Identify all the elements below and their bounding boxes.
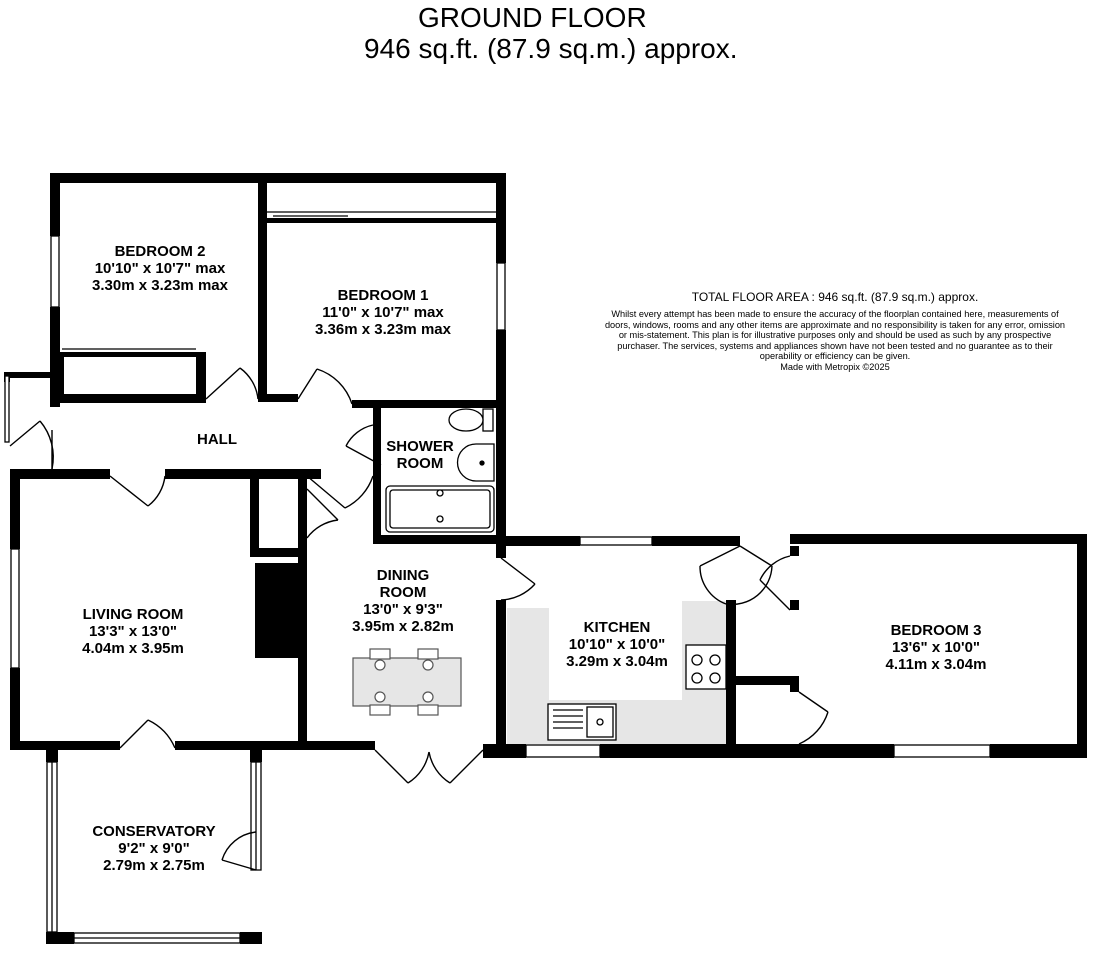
total-floor-area: TOTAL FLOOR AREA : 946 sq.ft. (87.9 sq.m.) approx.	[691, 290, 979, 304]
room-label-bedroom-2	[92, 243, 228, 294]
room-name: BEDROOM 2	[114, 243, 206, 260]
room-name-line-2: ROOM	[396, 455, 444, 472]
room-name: BEDROOM 1	[337, 287, 429, 304]
room-label-bedroom-1	[315, 287, 451, 338]
room-dimensions-imperial: 13'3" x 13'0"	[88, 623, 178, 640]
room-name-line-1: DINING	[376, 567, 430, 584]
room-dimensions-imperial: 13'0" x 9'3"	[363, 601, 443, 618]
room-name-line-2: ROOM	[379, 584, 427, 601]
room-name: CONSERVATORY	[92, 823, 216, 840]
room-dimensions-imperial: 10'10" x 10'7" max	[94, 260, 226, 277]
room-label-conservatory	[92, 823, 215, 874]
room-dimensions-metric: 3.36m x 3.23m max	[315, 321, 451, 338]
room-dimensions-metric: 3.95m x 2.82m	[352, 618, 454, 635]
room-label-dining-room	[352, 567, 454, 635]
made-with-credit: Made with Metropix ©2025	[780, 361, 890, 372]
room-dimensions-imperial: 9'2" x 9'0"	[118, 840, 190, 857]
room-name-line-1: SHOWER	[386, 438, 454, 455]
room-name: LIVING ROOM	[82, 606, 184, 623]
room-label-bedroom-3	[886, 622, 987, 673]
disclaimer-text: Whilst every attempt has been made to ensure the accuracy of the floorplan contained here, measurements of doors, windows, rooms and any other items are approximate and no responsibility is taken for any error, omission or mis-statement. This plan is for illustrative purposes only and should be used as such by any prospective purchaser. The services, systems and appliances shown have not been tested and no guarantee as to their operability or efficiency can be given.	[604, 309, 1066, 362]
room-label-kitchen	[566, 619, 668, 670]
room-dimensions-metric: 2.79m x 2.75m	[103, 857, 205, 874]
floor-area-subtitle: 946 sq.ft. (87.9 sq.m.) approx.	[364, 33, 738, 64]
room-dimensions-imperial: 11'0" x 10'7" max	[322, 304, 444, 321]
room-label-hall	[197, 431, 237, 448]
room-dimensions-metric: 3.29m x 3.04m	[566, 653, 668, 670]
room-dimensions-metric: 3.30m x 3.23m max	[92, 277, 228, 294]
room-name: KITCHEN	[583, 619, 651, 636]
room-label-shower-room	[386, 438, 454, 472]
disclaimer	[600, 290, 1070, 373]
floor-title: GROUND FLOOR	[418, 2, 647, 33]
room-dimensions-imperial: 13'6" x 10'0"	[891, 639, 981, 656]
dining-table	[353, 649, 461, 715]
room-dimensions-metric: 4.04m x 3.95m	[82, 640, 184, 657]
room-name: BEDROOM 3	[890, 622, 982, 639]
room-dimensions-metric: 4.11m x 3.04m	[885, 656, 987, 673]
room-label-living-room	[82, 606, 184, 657]
room-name: HALL	[197, 431, 237, 448]
room-dimensions-imperial: 10'10" x 10'0"	[568, 636, 666, 653]
